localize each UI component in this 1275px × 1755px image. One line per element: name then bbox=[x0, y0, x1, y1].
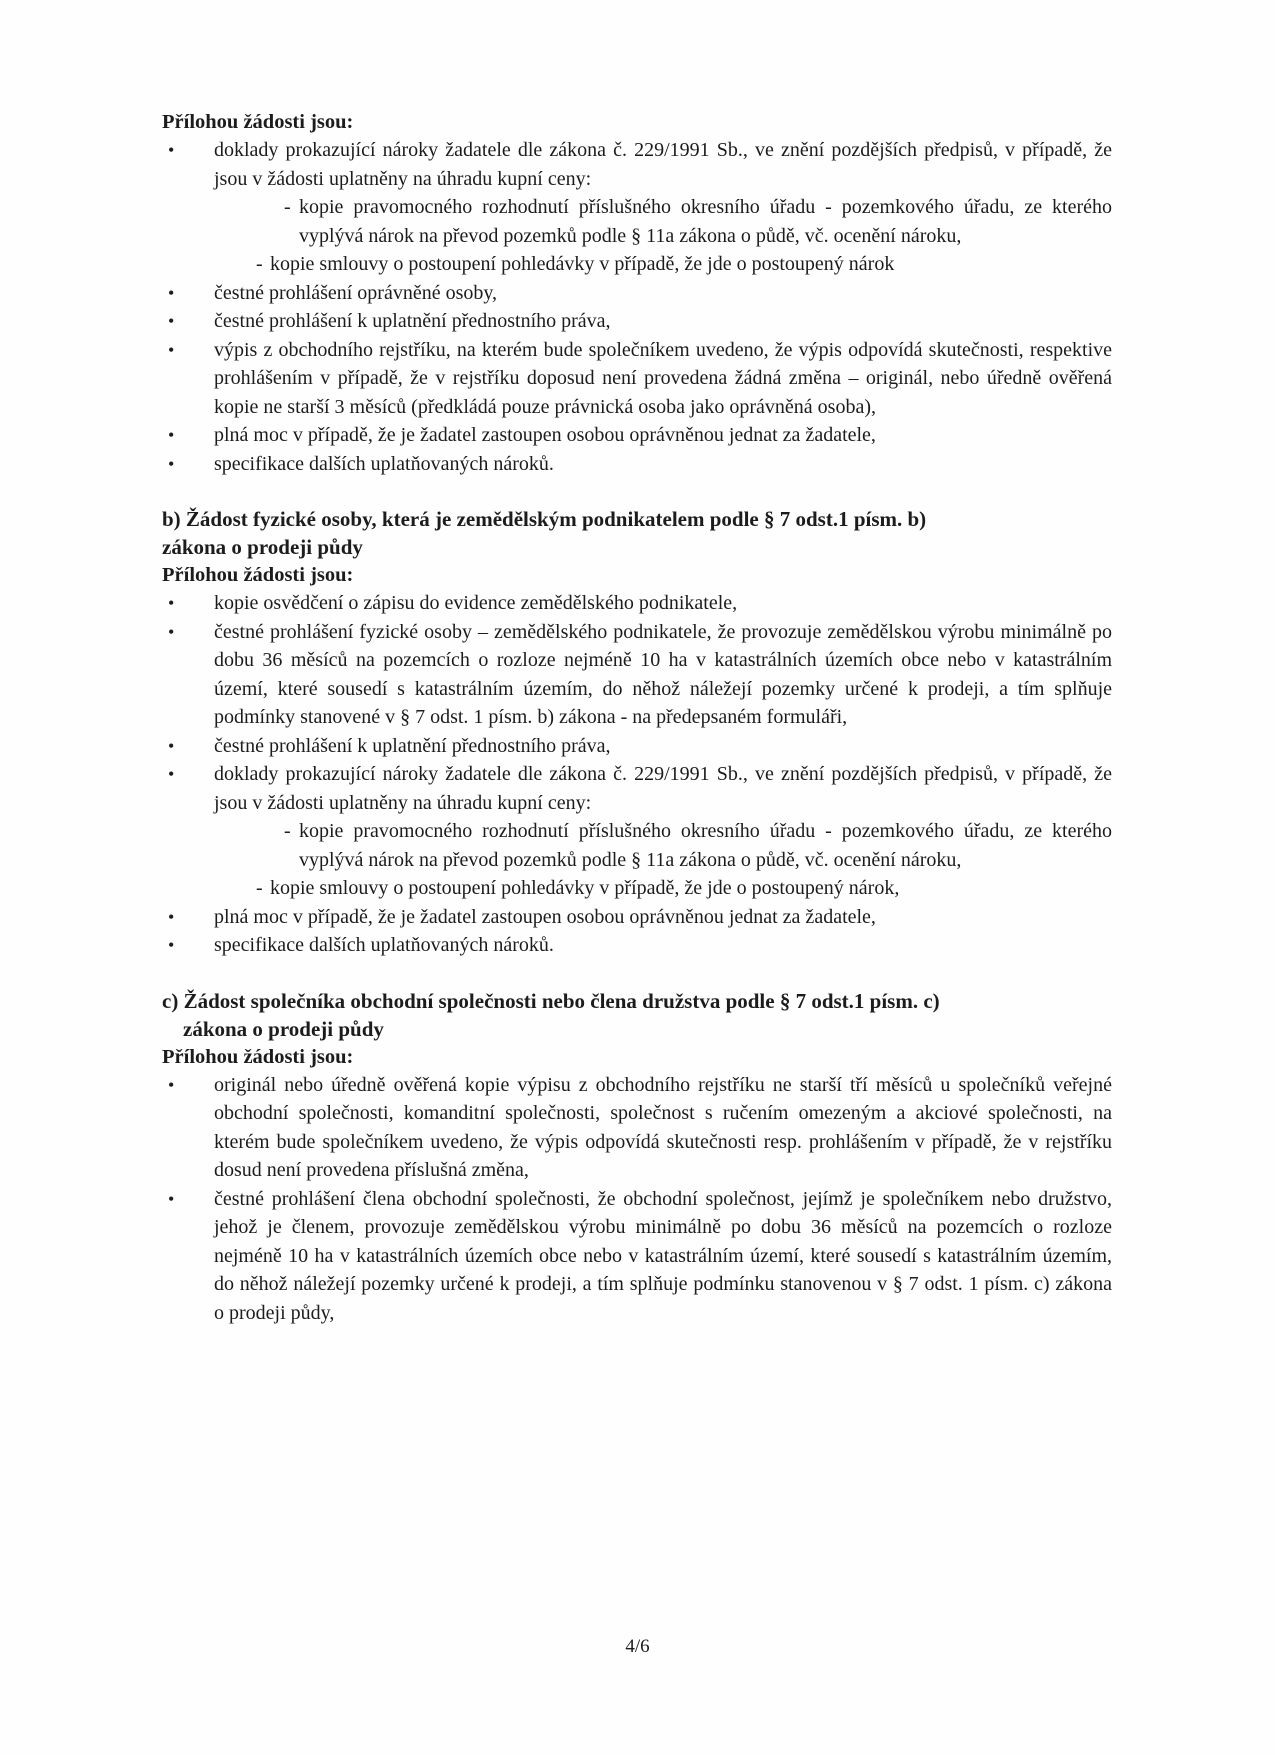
sub-list-item: - kopie pravomocného rozhodnutí příslušného okresního úřadu - pozemkového úřadu, ze kterého vyplývá nárok na převod pozemků podle § 11a zákona o půdě, vč. ocenění nároku, bbox=[214, 193, 1112, 250]
sub-list bbox=[214, 817, 1112, 903]
list-item: • kopie osvědčení o zápisu do evidence zemědělského podnikatele, bbox=[162, 589, 1112, 618]
sub-list bbox=[214, 193, 1112, 279]
page-number: 4/6 bbox=[625, 1636, 650, 1657]
list-item: • čestné prohlášení fyzické osoby – zemědělského podnikatele, že provozuje zemědělskou výrobu minimálně po dobu 36 měsíců na pozemcích o rozloze nejméně 10 ha v katastrálních územích obce nebo v katastrálním území, které sousedí s katastrálním územím, do něhož náležejí pozemky určené k prodeji, a tím splňuje podmínky stanovené v § 7 odst. 1 písm. b) zákona - na předepsaném formuláři, bbox=[162, 618, 1112, 732]
section-b-title-line1: b) Žádost fyzické osoby, která je zemědělským podnikatelem podle § 7 odst.1 písm. b) bbox=[162, 507, 927, 531]
sub-list-item: - kopie smlouvy o postoupení pohledávky v případě, že jde o postoupený nárok bbox=[214, 250, 1112, 279]
sub-list-item: - kopie pravomocného rozhodnutí příslušného okresního úřadu - pozemkového úřadu, ze kterého vyplývá nárok na převod pozemků podle § 11a zákona o půdě, vč. ocenění nároku, bbox=[214, 817, 1112, 874]
list-item: • čestné prohlášení oprávněné osoby, bbox=[162, 279, 1112, 308]
section-c-title-line1: c) Žádost společníka obchodní společnosti nebo člena družstva podle § 7 odst.1 písm. c) bbox=[162, 988, 940, 1013]
list-item bbox=[162, 136, 1112, 279]
list-item: • plná moc v případě, že je žadatel zastoupen osobou oprávněnou jednat za žadatele, bbox=[162, 903, 1112, 932]
section-b-title bbox=[162, 505, 1112, 561]
page-content bbox=[162, 108, 1112, 1327]
list-item bbox=[162, 760, 1112, 903]
attachments-heading-a: Přílohou žádosti jsou: bbox=[162, 111, 354, 133]
list-item-text: doklady prokazující nároky žadatele dle zákona č. 229/1991 Sb., ve znění pozdějších předpisů, v případě, že jsou v žádosti uplatněny na úhradu kupní ceny: bbox=[214, 139, 1112, 190]
attachments-list-b bbox=[162, 589, 1112, 960]
attachments-heading-c: Přílohou žádosti jsou: bbox=[162, 1045, 354, 1068]
attachments-list-c bbox=[162, 1071, 1112, 1328]
list-item: • čestné prohlášení k uplatnění přednostního práva, bbox=[162, 307, 1112, 336]
section-c-title-line2: zákona o prodeji půdy bbox=[183, 1016, 384, 1041]
attachments-heading-b: Přílohou žádosti jsou: bbox=[162, 564, 354, 586]
section-c-title bbox=[162, 987, 1112, 1043]
list-item-text: doklady prokazující nároky žadatele dle zákona č. 229/1991 Sb., ve znění pozdějších předpisů, v případě, že jsou v žádosti uplatněny na úhradu kupní ceny: bbox=[214, 763, 1112, 814]
list-item: • originál nebo úředně ověřená kopie výpisu z obchodního rejstříku ne starší tří měsíců u společníků veřejné obchodní společnosti, komanditní společnosti, společnost s ručením omezeným a akciové společnosti, na kterém bude společníkem uvedeno, že výpis odpovídá skutečnosti resp. prohlášením v případě, že v rejstříku dosud není provedena příslušná změna, bbox=[162, 1071, 1112, 1185]
list-item: • plná moc v případě, že je žadatel zastoupen osobou oprávněnou jednat za žadatele, bbox=[162, 421, 1112, 450]
list-item: • čestné prohlášení k uplatnění přednostního práva, bbox=[162, 732, 1112, 761]
section-b-title-line2: zákona o prodeji půdy bbox=[162, 535, 363, 559]
list-item: • výpis z obchodního rejstříku, na kterém bude společníkem uvedeno, že výpis odpovídá skutečnosti, respektive prohlášením v případě, že v rejstříku doposud není provedena žádná změna – originál, nebo úředně ověřená kopie ne starší 3 měsíců (předkládá pouze právnická osoba jako oprávněná osoba), bbox=[162, 336, 1112, 422]
list-item: • specifikace dalších uplatňovaných nároků. bbox=[162, 931, 1112, 960]
attachments-list-a bbox=[162, 136, 1112, 478]
list-item: • čestné prohlášení člena obchodní společnosti, že obchodní společnost, jejímž je společníkem nebo družstvo, jehož je členem, provozuje zemědělskou výrobu minimálně po dobu 36 měsíců na pozemcích o rozloze nejméně 10 ha v katastrálních územích obce nebo v katastrálním území, které sousedí s katastrálním územím, do něhož náležejí pozemky určené k prodeji, a tím splňuje podmínku stanovenou v § 7 odst. 1 písm. c) zákona o prodeji půdy, bbox=[162, 1185, 1112, 1328]
list-item: • specifikace dalších uplatňovaných nároků. bbox=[162, 450, 1112, 479]
sub-list-item: - kopie smlouvy o postoupení pohledávky v případě, že jde o postoupený nárok, bbox=[214, 874, 1112, 903]
